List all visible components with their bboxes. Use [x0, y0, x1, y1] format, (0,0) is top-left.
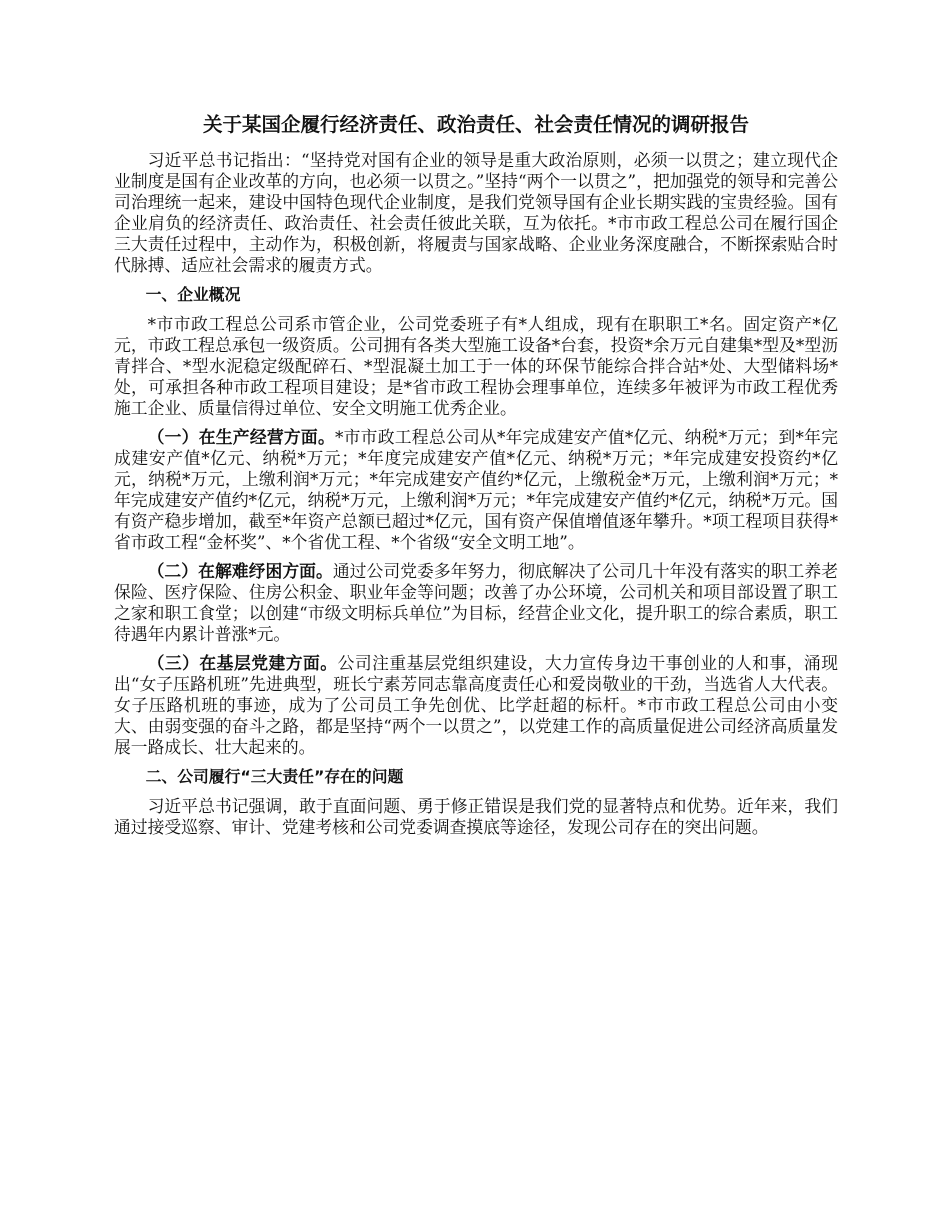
item3-text: 公司注重基层党组织建设，大力宣传身边干事创业的人和事，涌现出“女子压路机班”先进典型，班长宁素芳同志靠高度责任心和爱岗敬业的干劲，当选省人大代表。女子压路机班的事迹，成为了公司员工争先创优、比学赶超的标杆。*市市政工程总公司由小变大、由弱变强的奋斗之路，都是坚持“两个一以贯之”，以党建工作的高质量促进公司经济高质量发展一路成长、壮大起来的。	[114, 653, 838, 757]
item2-lead: （二）在解难纾困方面。	[147, 561, 333, 581]
intro-paragraph: 习近平总书记指出：“坚持党对国有企业的领导是重大政治原则，必须一以贯之；建立现代企业制度是国有企业改革的方向，也必须一以贯之。”坚持“两个一以贯之”，把加强党的领导和完善公司治理统一起来，建设中国特色现代企业制度，是我们党领导国有企业长期实践的宝贵经验。国有企业肩负的经济责任、政治责任、社会责任彼此关联，互为依托。*市市政工程总公司在履行国企三大责任过程中，主动作为，积极创新，将履责与国家战略、企业业务深度融合，不断探索贴合时代脉搏、适应社会需求的履责方式。	[114, 150, 838, 275]
document-title: 关于某国企履行经济责任、政治责任、社会责任情况的调研报告	[202, 113, 749, 136]
item2-paragraph	[114, 561, 838, 645]
section2-heading: 二、公司履行“三大责任”存在的问题	[145, 767, 404, 786]
section2-paragraph: 习近平总书记强调，敢于直面问题、勇于修正错误是我们党的显著特点和优势。近年来，我们通过接受巡察、审计、党建考核和公司党委调查摸底等途径，发现公司存在的突出问题。	[114, 796, 838, 837]
item1-text: *市市政工程总公司从*年完成建安产值*亿元、纳税*万元；到*年完成建安产值*亿元、纳税*万元；*年度完成建安产值*亿元、纳税*万元；*年完成建安投资约*亿元，纳税*万元，上缴利润*万元；*年完成建安产值约*亿元，上缴税金*万元，上缴利润*万元；*年完成建安产值约*亿元，纳税*万元，上缴利润*万元；*年完成建安产值约*亿元，纳税*万元。国有资产稳步增加，截至*年资产总额已超过*亿元，国有资产保值增值逐年攀升。*项工程项目获得*省市政工程“金杯奖”、*个省优工程、*个省级“安全文明工地”。	[114, 427, 838, 552]
item1-lead: （一）在生产经营方面。	[147, 427, 335, 447]
overview-paragraph: *市市政工程总公司系市管企业，公司党委班子有*人组成，现有在职职工*名。固定资产*亿元，市政工程总承包一级资质。公司拥有各类大型施工设备*台套，投资*余万元自建集*型及*型沥青拌合、*型水泥稳定级配碎石、*型混凝土加工于一体的环保节能综合拌合站*处、大型储料场*处，可承担各种市政工程项目建设；是*省市政工程协会理事单位，连续多年被评为市政工程优秀施工企业、质量信得过单位、安全文明施工优秀企业。	[114, 314, 838, 418]
section1-heading: 一、企业概况	[145, 285, 241, 304]
item1-paragraph	[114, 427, 838, 553]
document-page	[114, 112, 838, 846]
item3-lead: （三）在基层党建方面。	[147, 653, 338, 673]
item3-paragraph	[114, 653, 838, 758]
item2-text: 通过公司党委多年努力，彻底解决了公司几十年没有落实的职工养老保险、医疗保险、住房公积金、职业年金等问题；改善了办公环境，公司机关和项目部设置了职工之家和职工食堂；以创建“市级文明标兵单位”为目标，经营企业文化，提升职工的综合素质，职工待遇年内累计普涨*元。	[114, 561, 838, 644]
